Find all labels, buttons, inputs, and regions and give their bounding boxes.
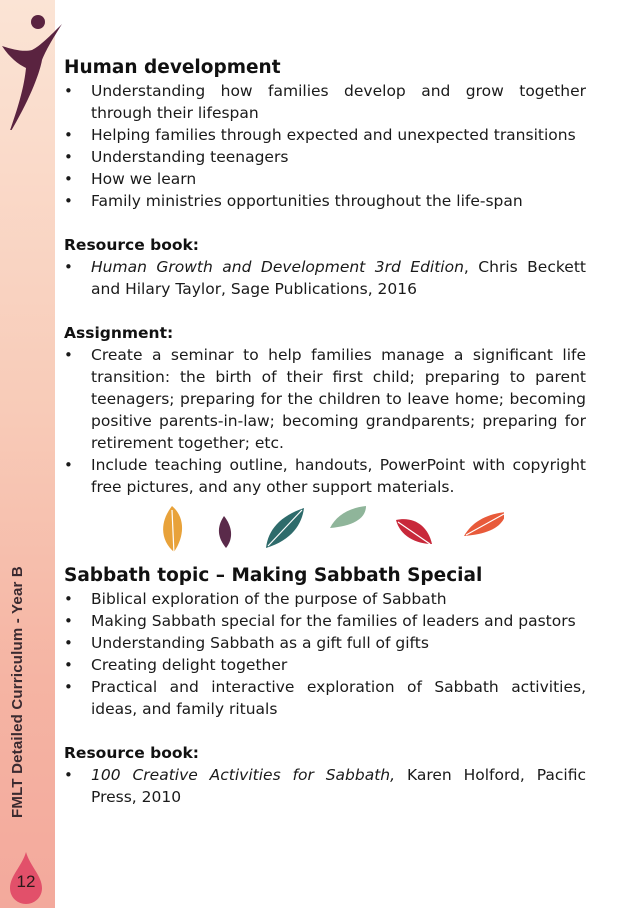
list-item: • Helping families through expected and unexpected transitions (64, 124, 586, 146)
resource-book-list (64, 256, 586, 300)
list-item: • Family ministries opportunities throughout the life-span (64, 190, 586, 212)
resource-book-title: 100 Creative Activities for Sabbath, (91, 766, 396, 784)
page-number-badge (8, 852, 44, 904)
leaves-divider-icon (144, 504, 504, 562)
human-development-list (64, 80, 586, 212)
resource-book-title: Human Growth and Development 3rd Edition (91, 258, 464, 276)
assignment-list (64, 344, 586, 498)
section-heading-sabbath: Sabbath topic – Making Sabbath Special (64, 565, 483, 586)
resource-book-label: Resource book: (64, 744, 199, 762)
vertical-curriculum-title: FMLT Detailed Curriculum - Year B (9, 566, 26, 818)
leaves-divider (64, 504, 586, 562)
sidebar-band (0, 0, 55, 908)
dancing-figure-logo-icon (0, 10, 70, 130)
list-item: • Include teaching outline, handouts, PowerPoint with copyright free pictures, and any other support materials. (64, 454, 586, 498)
list-item: • Understanding teenagers (64, 146, 586, 168)
resource-book-label: Resource book: (64, 236, 199, 254)
list-item: • How we learn (64, 168, 586, 190)
list-item: • Creating delight together (64, 654, 586, 676)
resource-book-details: Karen Holford, Pacific Press, 2010 (91, 766, 586, 806)
list-item: • Practical and interactive exploration of Sabbath activities, ideas, and family rituals (64, 676, 586, 720)
list-item: • Understanding Sabbath as a gift full of gifts (64, 632, 586, 654)
list-item: • Understanding how families develop and grow together through their lifespan (64, 80, 586, 124)
section-heading-human-development: Human development (64, 57, 281, 78)
list-item (64, 256, 586, 300)
resource-book-details: , Chris Beckett and Hilary Taylor, Sage Publications, 2016 (91, 258, 586, 298)
list-item (64, 764, 586, 808)
list-item: • Making Sabbath special for the families of leaders and pastors (64, 610, 586, 632)
list-item: • Create a seminar to help families manage a significant life transition: the birth of their first child; preparing to parent teenagers; preparing for the children to leave home; becoming positive parents-in-law; becoming grandparents; preparing for retirement together; etc. (64, 344, 586, 454)
assignment-label: Assignment: (64, 324, 174, 342)
page-number: 12 (16, 872, 36, 891)
sabbath-list (64, 588, 586, 720)
page-content (64, 56, 586, 808)
list-item: • Biblical exploration of the purpose of Sabbath (64, 588, 586, 610)
resource-book-list (64, 764, 586, 808)
